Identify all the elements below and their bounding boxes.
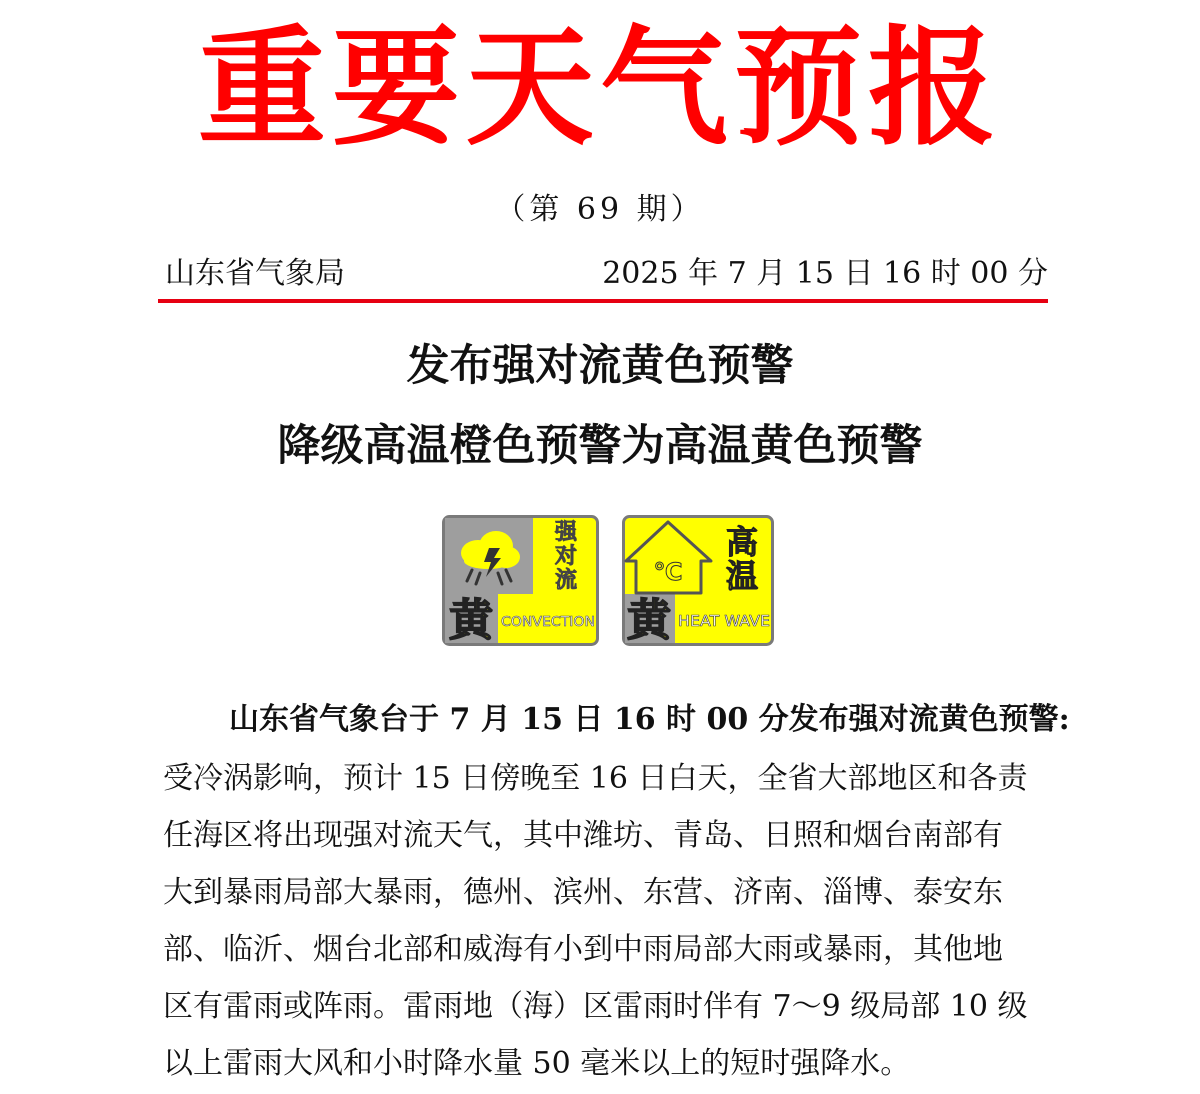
heatwave-type-char-1: 高 bbox=[725, 523, 759, 561]
heatwave-level-char: 黄 bbox=[627, 595, 671, 646]
convection-yellow-signal bbox=[442, 515, 599, 646]
red-divider bbox=[158, 299, 1048, 303]
convection-type-char-1: 强 bbox=[554, 520, 578, 545]
body-line: 大到暴雨局部大暴雨，德州、滨州、东营、济南、淄博、泰安东 bbox=[163, 875, 1003, 910]
convection-english-label: CONVECTION bbox=[501, 615, 595, 630]
body-line: 区有雷雨或阵雨。雷雨地（海）区雷雨时伴有 7～9 级局部 10 级 bbox=[163, 989, 1028, 1024]
issue-datetime: 2025 年 7 月 15 日 16 时 00 分 bbox=[602, 256, 1048, 291]
body-line: 受冷涡影响，预计 15 日傍晚至 16 日白天，全省大部地区和各责 bbox=[163, 761, 1028, 796]
body-line: 部、临沂、烟台北部和威海有小到中雨局部大雨或暴雨，其他地 bbox=[163, 932, 1003, 967]
convection-type-char-2: 对 bbox=[554, 544, 578, 569]
lead-paragraph: 山东省气象台于 7 月 15 日 16 时 00 分发布强对流黄色预警: bbox=[229, 702, 1070, 737]
body-line: 以上雷雨大风和小时降水量 50 毫米以上的短时强降水。 bbox=[163, 1046, 911, 1081]
heatwave-type-char-2: 温 bbox=[725, 557, 759, 595]
meta-row bbox=[165, 252, 1048, 296]
convection-level-char: 黄 bbox=[449, 595, 493, 646]
heatwave-english-label: HEAT WAVE bbox=[678, 612, 770, 630]
convection-type-char-3: 流 bbox=[554, 568, 578, 593]
body-line: 任海区将出现强对流天气，其中潍坊、青岛、日照和烟台南部有 bbox=[163, 818, 1003, 853]
body-paragraph bbox=[163, 750, 1058, 1092]
heatwave-yellow-signal bbox=[622, 515, 774, 646]
headline-line-2: 降级高温橙色预警为高温黄色预警 bbox=[277, 421, 923, 471]
celsius-symbol: ℃ bbox=[653, 558, 683, 586]
issue-number: （第 69 期） bbox=[495, 192, 705, 227]
masthead-title: 重要天气预报 bbox=[197, 13, 1002, 163]
headline-line-1: 发布强对流黄色预警 bbox=[406, 341, 794, 391]
agency-name: 山东省气象局 bbox=[165, 256, 345, 291]
